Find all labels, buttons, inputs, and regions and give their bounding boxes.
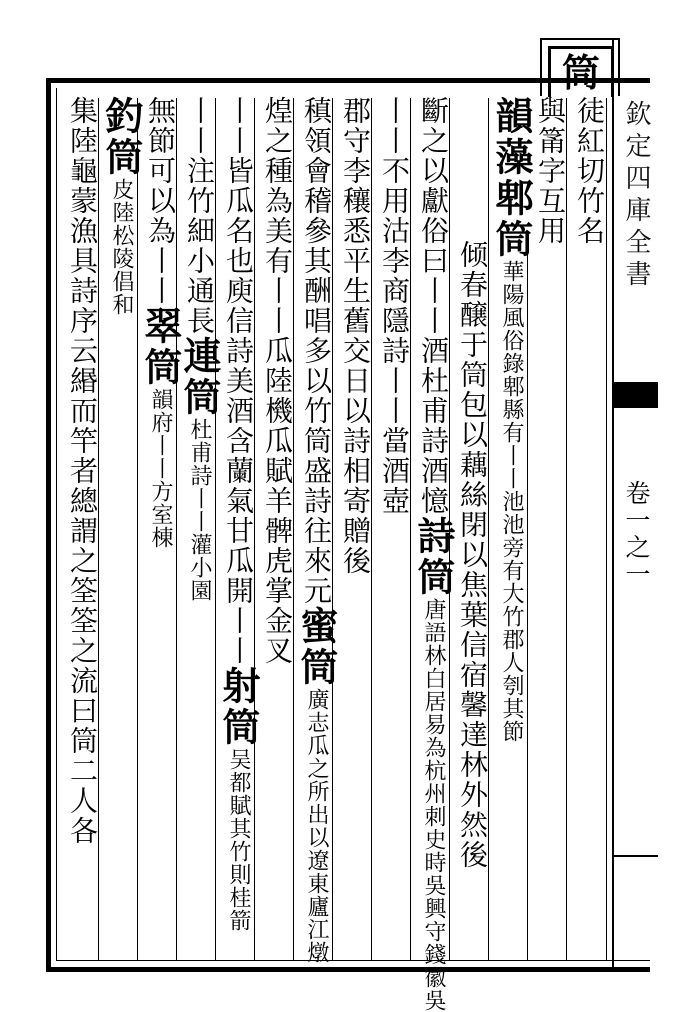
text-column	[294, 96, 339, 964]
book-title: 欽定四庫全書	[621, 100, 651, 292]
column-text: 丨丨皆瓜名也庾信詩美酒含蘭氣甘瓜開丨丨	[222, 96, 255, 666]
juan-label: 卷一之一	[622, 480, 651, 588]
column-text: 丨丨注竹細小通長	[183, 96, 216, 336]
column-text: 無節可以為丨丨	[144, 96, 177, 306]
entry-note: 唐語林白居易為杭州刺史時吳興守錢徽吳	[421, 598, 446, 1012]
entry-note: 廣志瓜之所出以遼東廬江燉	[304, 688, 329, 964]
text-column	[177, 96, 222, 602]
text-column	[411, 96, 456, 1012]
column-text: 郡守李穰悉平生舊交日以詩相寄贈後	[339, 96, 372, 576]
text-column	[489, 96, 534, 743]
column-text: 斷之以獻俗曰丨丨酒杜甫詩酒憶	[417, 96, 450, 516]
text-column	[455, 240, 489, 870]
text-column	[260, 96, 294, 666]
entry-pre: 元	[300, 576, 333, 606]
entry-note: 吴都賦其竹則桂箭	[226, 748, 251, 932]
column-text: 煌之種為美有丨丨瓜陸機瓜賦羊髀虎掌金叉	[261, 96, 294, 666]
margin-divider	[614, 855, 658, 857]
entry-note: 皮陸松陵倡和	[109, 178, 134, 316]
entry-head: 蜜筒	[294, 606, 339, 688]
column-text: 與筩字互用	[534, 96, 567, 246]
text-column	[138, 96, 183, 549]
entry-head: 射筒	[216, 666, 261, 748]
fish-tail-mark	[614, 382, 658, 408]
frame-bottom-rule	[56, 960, 650, 961]
head-character: 筒	[561, 50, 600, 95]
column-text: 集陸龜蒙漁具詩序云緡而竿者總謂之筌筌之流曰筒二人各	[66, 96, 99, 846]
text-column	[216, 96, 261, 932]
column-rule	[606, 98, 607, 960]
text-column	[572, 96, 606, 246]
entry-head: 連筒	[177, 336, 222, 418]
frame-inner-line	[56, 88, 57, 960]
text-column	[99, 96, 144, 316]
entry-head: 釣筒	[99, 96, 144, 178]
entry-head: 韻藻郫筒	[489, 96, 534, 260]
entry-head: 翠筒	[138, 306, 183, 388]
text-column	[338, 96, 372, 576]
entry-head: 詩筒	[411, 516, 456, 598]
entry-note: 韻府丨丨方室棟	[148, 388, 173, 549]
column-text: 稹領會稽參其酬唱多以竹筒盛詩往來	[300, 96, 333, 576]
column-text: 丨丨不用沽李商隱詩丨丨當酒壺	[378, 96, 411, 516]
column-text: 倾春醸于筒包以藕絲閉以焦葉信宿馨達林外然後	[456, 240, 489, 870]
text-column	[533, 96, 567, 246]
page-margin	[612, 40, 658, 972]
column-text: 徒紅切竹名	[573, 96, 606, 246]
text-column	[65, 96, 99, 846]
entry-note: 杜甫詩丨丨灌小園	[187, 418, 212, 602]
text-column	[377, 96, 411, 516]
entry-note: 華陽風俗錄郫縣有丨丨池池旁有大竹郡人刳其節	[499, 260, 524, 743]
